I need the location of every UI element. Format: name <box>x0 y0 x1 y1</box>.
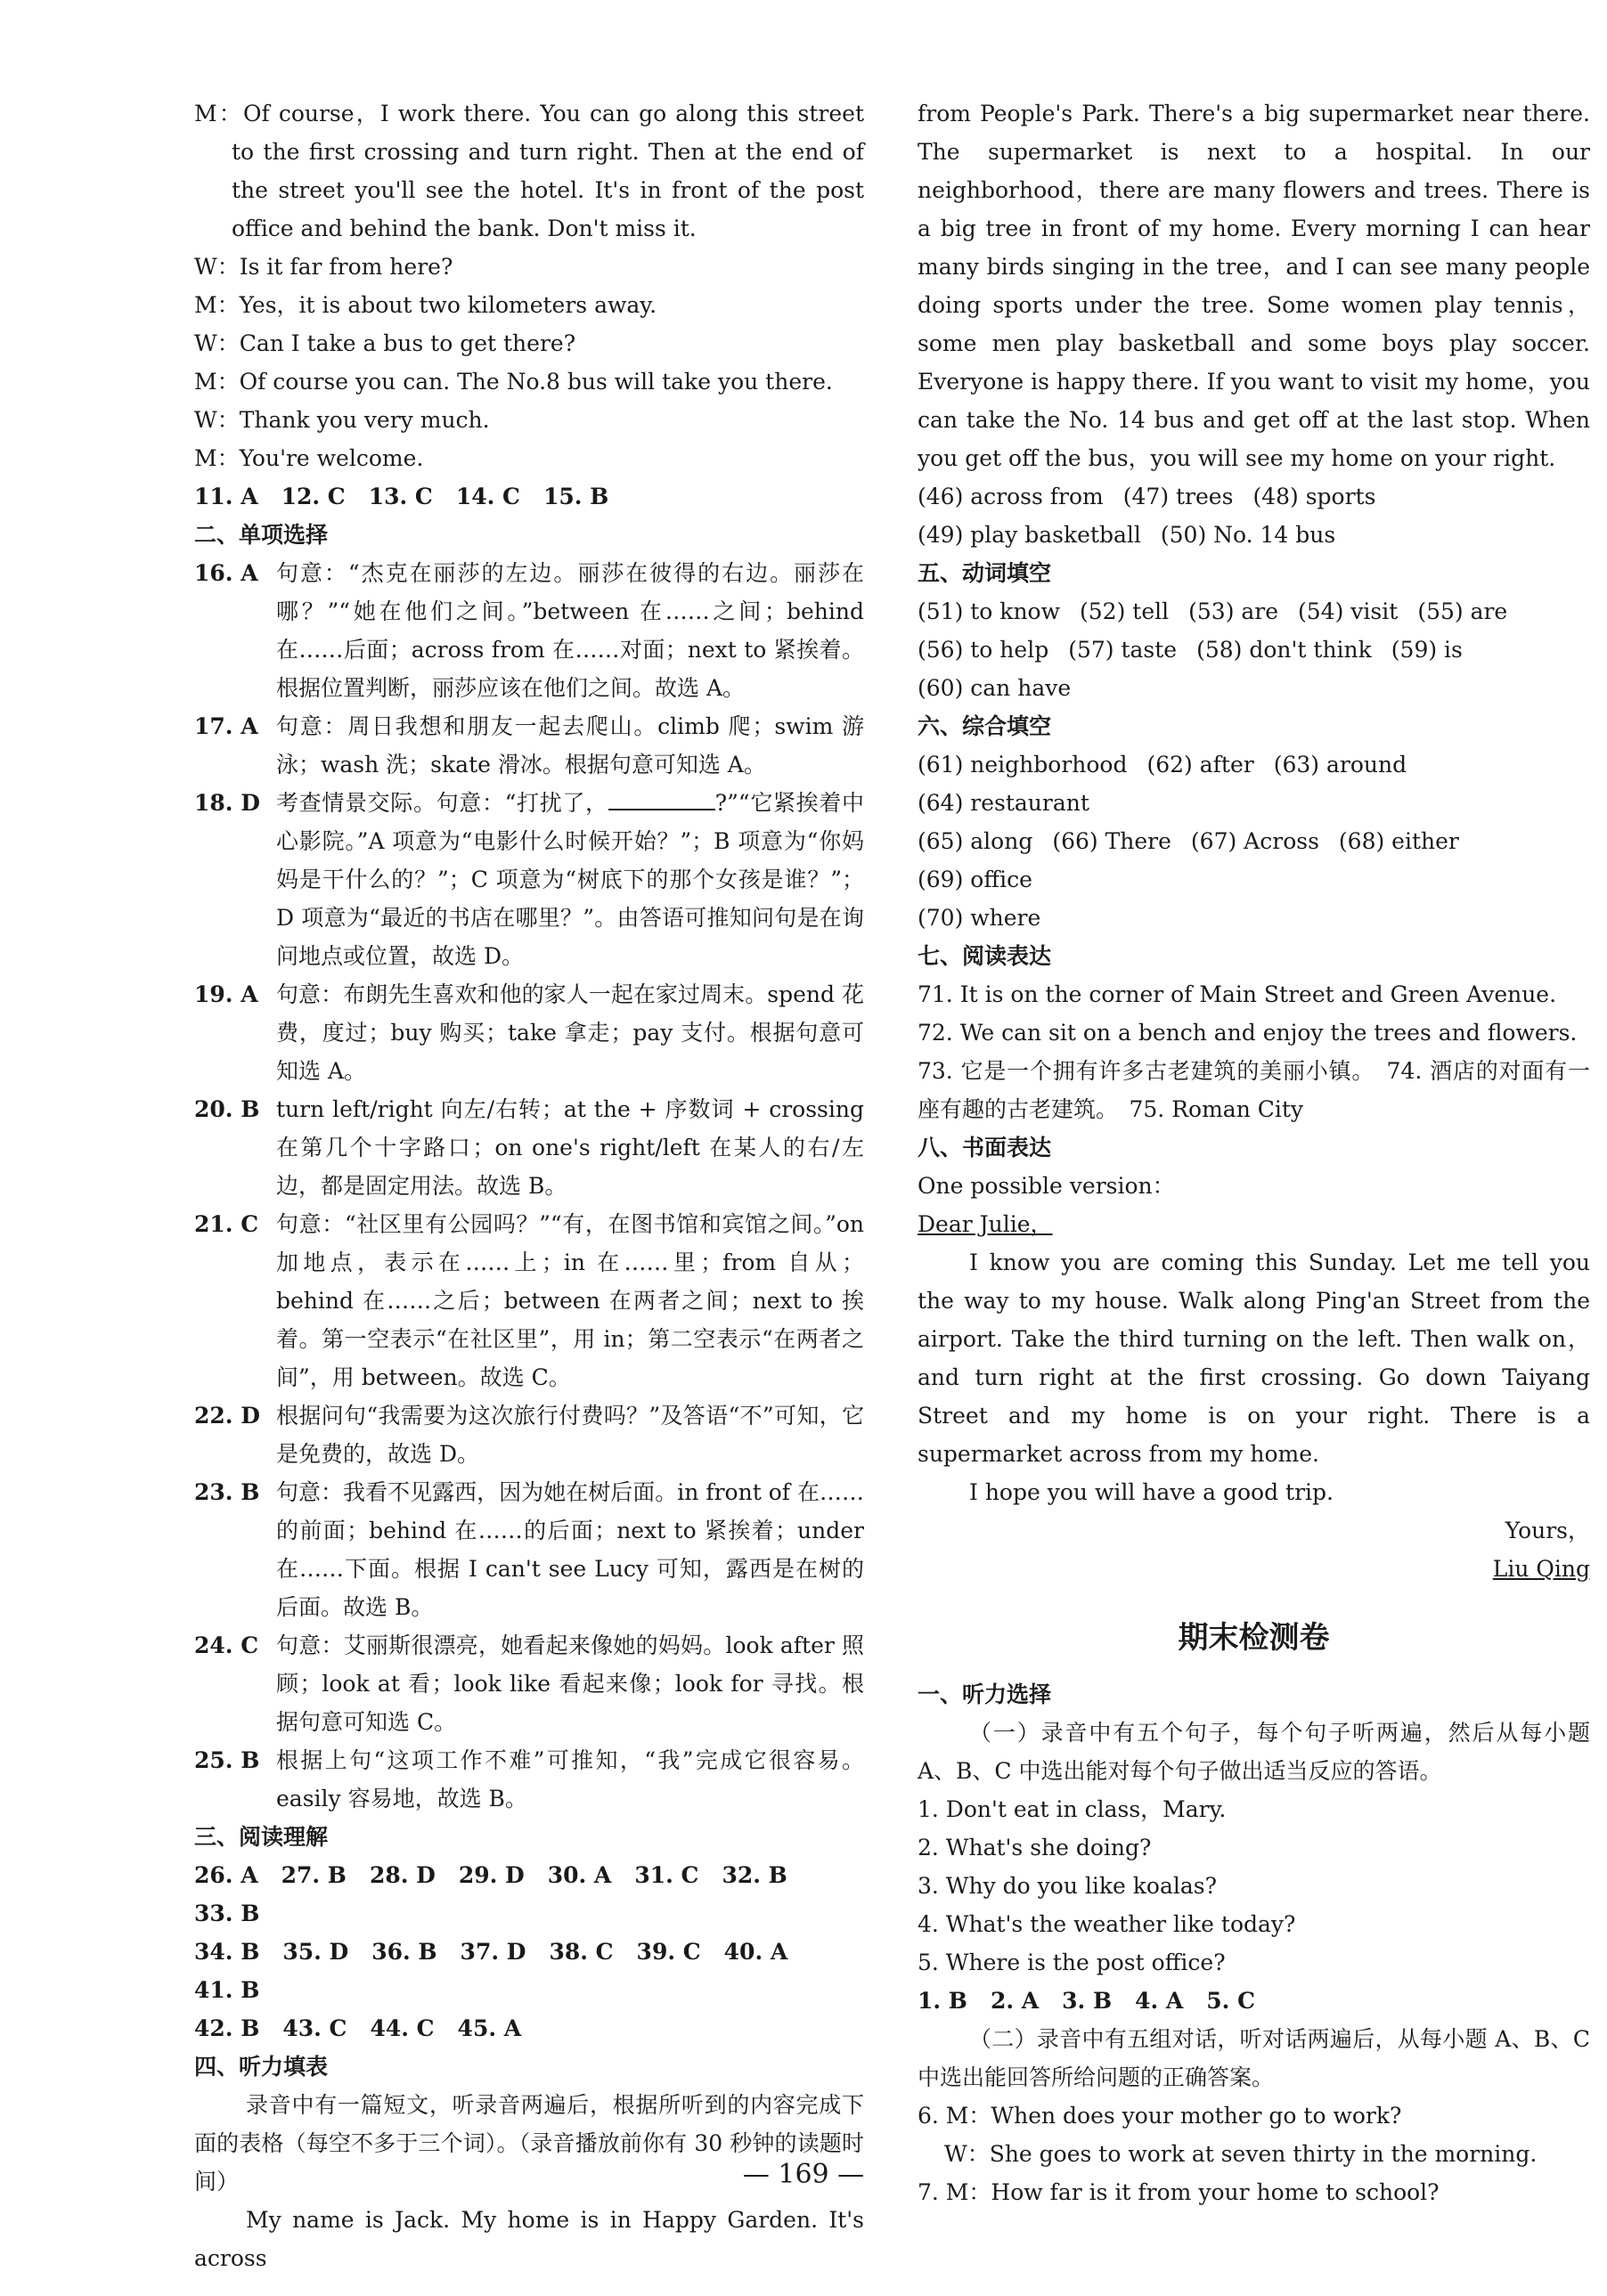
section-heading: 四、听力填表 <box>194 2054 329 2080</box>
answer: 44. C <box>370 2015 435 2041</box>
answer: 14. C <box>455 484 520 509</box>
item-text: 根据问句“我需要为这次旅行付费吗？”及答语“不”可知，它是免费的，故选 D。 <box>276 1403 864 1467</box>
answer-row-60 <box>918 669 1590 707</box>
explanation-item <box>194 784 864 975</box>
answer: (63) around <box>1273 752 1407 778</box>
listening-sentence: 3. Why do you like koalas? <box>918 1873 1218 1899</box>
dialog-line: M：You're welcome. <box>194 445 424 471</box>
dialog-line: M：Yes，it is about two kilometers away. <box>194 292 657 318</box>
part-intro: （二）录音中有五组对话，听对话两遍后，从每小题 A、B、C 中选出能回答所给问题的正确答案。 <box>918 2026 1590 2090</box>
item-number: 24. C <box>194 1632 259 1658</box>
item-text: 句意：艾丽斯很漂亮，她看起来像她的妈妈。look after 照顾；look at 看；look like 看起来像；look for 寻找。根据句意可知选 C。 <box>276 1632 864 1735</box>
item-text-before: 考查情景交际。句意：“打扰了， <box>276 790 608 816</box>
explanation-item <box>194 1626 864 1741</box>
answer: 28. D <box>369 1862 436 1888</box>
exam-title: 期末检测卷 <box>1178 1620 1330 1656</box>
answer: 27. B <box>281 1862 347 1888</box>
answer: 34. B <box>194 1939 260 1965</box>
letter-closing: Yours， <box>1505 1518 1590 1543</box>
answer: (64) restaurant <box>918 790 1089 816</box>
answer: (65) along <box>918 828 1033 854</box>
item-number: 22. D <box>194 1403 260 1429</box>
answer: 3. B <box>1062 1988 1113 2014</box>
answer: (69) office <box>918 867 1032 892</box>
answer-row-42-45 <box>194 2009 864 2048</box>
part-intro: （一）录音中有五个句子，每个句子听两遍，然后从每小题 A、B、C 中选出能对每个句子做出适当反应的答语。 <box>918 1720 1590 1784</box>
answer: (61) neighborhood <box>918 752 1128 778</box>
dialog-line: 7. M：How far is it from your home to school? <box>918 2179 1440 2205</box>
answer: (66) There <box>1052 828 1171 854</box>
answer: 31. C <box>634 1862 699 1888</box>
answer: (55) are <box>1417 598 1508 624</box>
letter-body: I know you are coming this Sunday. Let me tell you the way to my house. Walk along Ping'an Street from the airport. Take the third turning on the left. Then walk on，and turn right at the first crossing. Go down Taiyang Street and my home is on your right. There is a supermarket across from my home. <box>918 1250 1590 1467</box>
answer: 45. A <box>457 2015 522 2041</box>
answer: (68) either <box>1338 828 1459 854</box>
answer: (57) taste <box>1068 637 1178 663</box>
section-heading: 三、阅读理解 <box>194 1824 329 1850</box>
answer: 42. B <box>194 2015 260 2041</box>
item-text: turn left/right 向左/右转；at the + 序数词 + crossing 在第几个十字路口；on one's right/left 在某人的右/左边，都是固定用法。故选 B。 <box>276 1096 864 1199</box>
reading-answer: 72. We can sit on a bench and enjoy the trees and flowers. <box>918 1020 1578 1046</box>
answer: 36. B <box>371 1939 437 1965</box>
letter-greeting: Dear Julie， <box>918 1211 1053 1237</box>
answer: 30. A <box>547 1862 612 1888</box>
answer: (54) visit <box>1298 598 1399 624</box>
item-text: 句意：“杰克在丽莎的左边。丽莎在彼得的右边。丽莎在哪？”“她在他们之间。”between 在……之间；behind 在……后面；across from 在……对面；next to 紧挨着。根据位置判断，丽莎应该在他们之间。故选 A。 <box>276 560 864 701</box>
answer: 43. C <box>282 2015 347 2041</box>
section-heading: 七、阅读表达 <box>918 943 1052 969</box>
section-intro: 录音中有一篇短文，听录音两遍后，根据所听到的内容完成下面的表格（每空不多于三个词）。（录音播放前你有 30 秒钟的读题时间） <box>194 2092 864 2194</box>
answer: (48) sports <box>1252 484 1376 509</box>
reading-answer: 71. It is on the corner of Main Street and Green Avenue. <box>918 981 1557 1007</box>
passage-continued: from People's Park. There's a big supermarket near there. The supermarket is next to a hospital. In our neighborhood，there are many flowers and trees. There is a big tree in front of my home. Every morning I can hear many birds singing in the tree，and I can see many people doing sports under the tree. Some women play tennis，some men play basketball and some boys play soccer. Everyone is happy there. If you want to visit my home，you can take the No. 14 bus and get off at the last stop. When you get off the bus，you will see my home on your right. <box>918 101 1590 471</box>
answer: 29. D <box>458 1862 525 1888</box>
answer-row-11-15 <box>194 477 864 516</box>
item-number: 18. D <box>194 790 260 816</box>
explanation-item <box>194 975 864 1090</box>
dialog-line: M：Of course you can. The No.8 bus will take you there. <box>194 369 833 395</box>
answer: 11. A <box>194 484 258 509</box>
item-text: 根据上句“这项工作不难”可推知，“我”完成它很容易。easily 容易地，故选 B。 <box>276 1747 864 1812</box>
answer: 39. C <box>636 1939 701 1965</box>
letter-wish: I hope you will have a good trip. <box>969 1479 1334 1505</box>
answer-row-61-64 <box>918 745 1590 822</box>
dialog-line: W：She goes to work at seven thirty in the morning. <box>944 2141 1538 2167</box>
section-heading: 六、综合填空 <box>918 713 1052 739</box>
item-text: 句意：我看不见露西，因为她在树后面。in front of 在……的前面；behind 在……的后面；next to 紧挨着；under 在……下面。根据 I can't see Lucy 可知，露西是在树的后面。故选 B。 <box>276 1479 864 1620</box>
explanation-item <box>194 1090 864 1205</box>
answer: (50) No. 14 bus <box>1160 522 1336 548</box>
answer: 15. B <box>542 484 609 509</box>
answer-row-56-59 <box>918 631 1590 669</box>
answer-blank <box>608 786 715 810</box>
answer: (47) trees <box>1122 484 1234 509</box>
answer-row-1-5 <box>918 1982 1590 2020</box>
item-text <box>276 784 864 975</box>
answer: 41. B <box>194 1977 260 2003</box>
answer: (53) are <box>1188 598 1279 624</box>
letter-signature: Liu Qing <box>1492 1556 1590 1582</box>
item-text: 句意：布朗先生喜欢和他的家人一起在家过周末。spend 花费，度过；buy 购买；take 拿走；pay 支付。根据句意可知选 A。 <box>276 981 864 1084</box>
item-text-after: ?”“它紧挨着中心影院。”A 项意为“电影什么时候开始？”；B 项意为“你妈妈是干什么的？”；C 项意为“树底下的那个女孩是谁？”；D 项意为“最近的书店在哪里？”。由答语可推知问句是在询问地点或位置，故选 D。 <box>276 790 864 969</box>
answer: (52) tell <box>1080 598 1170 624</box>
dialog-line: M：Of course，I work there. You can go along this street to the first crossing and turn right. Then at the end of the street you'll see the hotel. It's in front of the post office and behind the bank. Don't miss it. <box>194 101 864 241</box>
dialog-line: 6. M：When does your mother go to work? <box>918 2103 1402 2129</box>
answer: 37. D <box>460 1939 526 1965</box>
item-number: 25. B <box>194 1747 260 1773</box>
listening-sentence: 4. What's the weather like today? <box>918 1911 1296 1937</box>
explanation-item <box>194 1396 864 1473</box>
possible-version-label: One possible version： <box>918 1173 1175 1199</box>
reading-answer: 73. 它是一个拥有许多古老建筑的美丽小镇。 74. 酒店的对面有一座有趣的古老建筑。 75. Roman City <box>918 1058 1590 1122</box>
answer-row-70 <box>918 899 1590 937</box>
answer: 26. A <box>194 1862 258 1888</box>
explanation-item <box>194 1205 864 1396</box>
item-number: 16. A <box>194 560 258 586</box>
answer: (59) is <box>1391 637 1463 663</box>
explanation-item <box>194 554 864 707</box>
answer: 35. D <box>282 1939 349 1965</box>
answer: (46) across from <box>918 484 1104 509</box>
answer-row-65-69 <box>918 822 1590 899</box>
page-number: — 169 — <box>742 2159 865 2190</box>
item-number: 20. B <box>194 1096 260 1122</box>
left-column <box>194 94 864 2277</box>
answer: 12. C <box>281 484 346 509</box>
answer: (56) to help <box>918 637 1049 663</box>
answer: (62) after <box>1146 752 1254 778</box>
explanation-item <box>194 707 864 784</box>
answer-row-51-55 <box>918 592 1590 631</box>
passage-start: My name is Jack. My home is in Happy Garden. It's across <box>194 2207 864 2271</box>
answer: 13. C <box>368 484 433 509</box>
section-heading: 八、书面表达 <box>918 1135 1052 1160</box>
section-heading: 五、动词填空 <box>918 560 1052 586</box>
explanation-item <box>194 1741 864 1818</box>
dialog-line: W：Thank you very much. <box>194 407 490 433</box>
listening-sentence: 5. Where is the post office? <box>918 1950 1226 1975</box>
answer: 32. B <box>722 1862 787 1888</box>
item-text: 句意：“社区里有公园吗？”“有，在图书馆和宾馆之间。”on 加地点，表示在……上；in 在……里；from 自从；behind 在……之后；between 在两者之间；next to 挨着。第一空表示“在社区里”，用 in；第二空表示“在两者之间”，用 between。故选 C。 <box>276 1211 864 1390</box>
answer: 2. A <box>990 1988 1040 2014</box>
listening-sentence: 2. What's she doing? <box>918 1835 1152 1860</box>
answer: 33. B <box>194 1901 260 1926</box>
listening-sentence: 1. Don't eat in class，Mary. <box>918 1796 1227 1822</box>
section-heading: 二、单项选择 <box>194 522 329 548</box>
answer-row-26-33 <box>194 1856 864 1933</box>
answer: 1. B <box>918 1988 967 2014</box>
answer: 5. C <box>1206 1988 1255 2014</box>
item-number: 17. A <box>194 713 258 739</box>
answer: (58) don't think <box>1196 637 1372 663</box>
answer: 4. A <box>1135 1988 1184 2014</box>
answer: 38. C <box>549 1939 614 1965</box>
answer: (51) to know <box>918 598 1061 624</box>
answer: (70) where <box>918 905 1041 931</box>
dialog-line: W：Is it far from here? <box>194 254 453 280</box>
answer: (67) Across <box>1190 828 1319 854</box>
right-column <box>918 94 1590 2211</box>
section-heading: 一、听力选择 <box>918 1681 1052 1707</box>
item-number: 19. A <box>194 981 258 1007</box>
item-text: 句意：周日我想和朋友一起去爬山。climb 爬；swim 游泳；wash 洗；skate 滑冰。根据句意可知选 A。 <box>276 713 864 778</box>
explanation-item <box>194 1473 864 1626</box>
answer: (49) play basketball <box>918 522 1141 548</box>
answer-row-46-50 <box>918 477 1590 554</box>
answer: 40. A <box>723 1939 788 1965</box>
item-number: 21. C <box>194 1211 259 1237</box>
dialog-line: W：Can I take a bus to get there? <box>194 330 576 356</box>
item-number: 23. B <box>194 1479 260 1505</box>
answer: (60) can have <box>918 675 1072 701</box>
answer-row-34-41 <box>194 1933 864 2009</box>
